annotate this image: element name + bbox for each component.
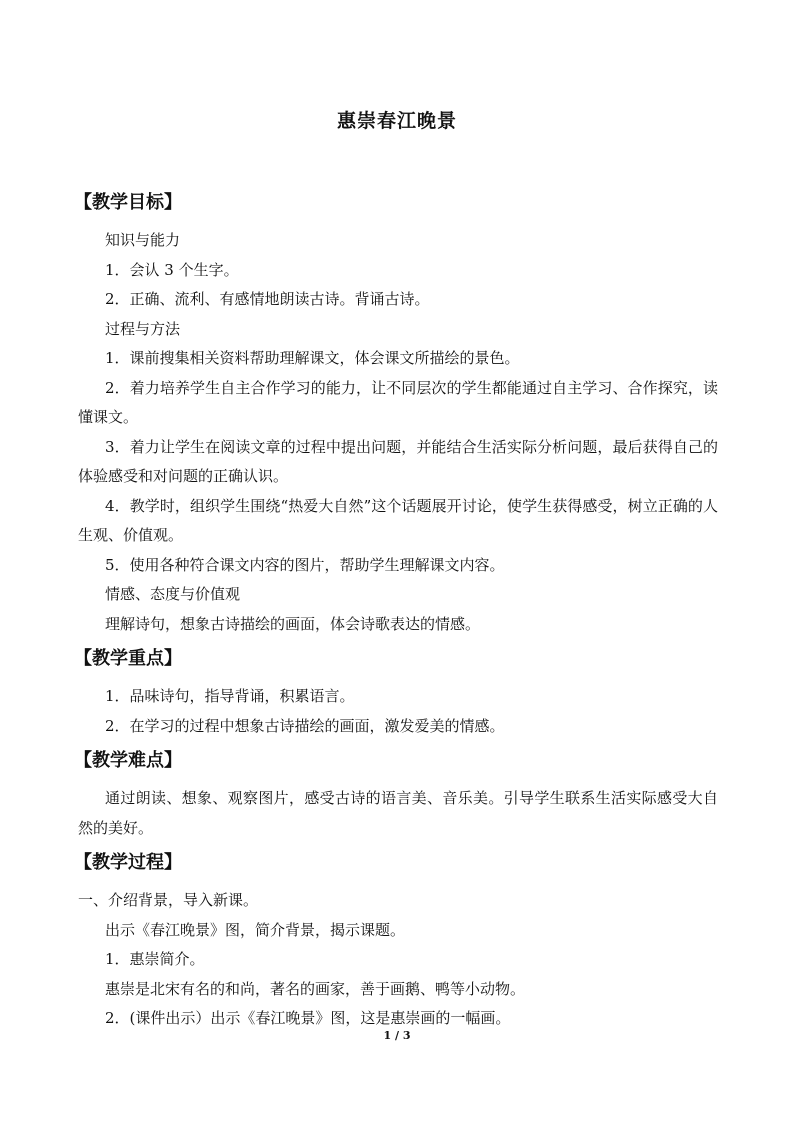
section-difficulties xyxy=(74,744,718,843)
page-title: 惠崇春江晚景 xyxy=(336,110,457,132)
paragraph: 知识与能力 xyxy=(105,231,181,249)
paragraph: 通过朗读、想象、观察图片，感受古诗的语言美、音乐美。引导学生联系生活实际感受大自然的美好。 xyxy=(78,789,718,837)
paragraph: 理解诗句，想象古诗描绘的画面，体会诗歌表达的情感。 xyxy=(105,614,481,633)
section-heading-process: 【教学过程】 xyxy=(74,852,182,873)
paragraph: 出示《春江晚景》图，简介背景，揭示课题。 xyxy=(105,920,406,939)
paragraph: 2．正确、流利、有感情地朗读古诗。背诵古诗。 xyxy=(105,290,430,308)
paragraph: 惠崇是北宋有名的和尚，著名的画家，善于画鹅、鸭等小动物。 xyxy=(105,979,526,998)
paragraph: 4．教学时，组织学生围绕“热爱大自然”这个话题展开讨论，使学生获得感受，树立正确的人生观、价值观。 xyxy=(78,496,718,544)
document-body xyxy=(74,186,718,1034)
paragraph: 1．课前搜集相关资料帮助理解课文，体会课文所描绘的景色。 xyxy=(105,349,520,367)
section-key-points xyxy=(74,642,718,741)
paragraph: 5．使用各种符合课文内容的图片，帮助学生理解课文内容。 xyxy=(105,555,505,574)
section-heading-objectives: 【教学目标】 xyxy=(74,192,182,213)
section-heading-difficulties: 【教学难点】 xyxy=(74,750,182,771)
paragraph: 一、介绍背景，导入新课。 xyxy=(78,891,259,909)
paragraph: 情感、态度与价值观 xyxy=(105,585,241,603)
section-objectives xyxy=(74,186,718,639)
paragraph: 2．在学习的过程中想象古诗描绘的画面，激发爱美的情感。 xyxy=(105,716,505,735)
paragraph: 1．品味诗句，指导背诵，积累语言。 xyxy=(105,687,355,705)
paragraph: 2．着力培养学生自主合作学习的能力，让不同层次的学生都能通过自主学习、合作探究，读懂课文。 xyxy=(78,378,718,426)
paragraph: 1．会认 3 个生字。 xyxy=(105,260,239,279)
section-heading-key-points: 【教学重点】 xyxy=(74,648,182,669)
page-number: 1 / 3 xyxy=(383,1029,411,1042)
section-process xyxy=(74,846,718,1034)
paragraph: 1．惠崇简介。 xyxy=(105,950,205,968)
paragraph: 2．(课件出示）出示《春江晚景》图，这是惠崇画的一幅画。 xyxy=(105,1009,511,1027)
paragraph: 过程与方法 xyxy=(105,319,181,338)
paragraph: 3．着力让学生在阅读文章的过程中提出问题，并能结合生活实际分析问题，最后获得自己的体验感受和对问题的正确认识。 xyxy=(78,437,718,485)
